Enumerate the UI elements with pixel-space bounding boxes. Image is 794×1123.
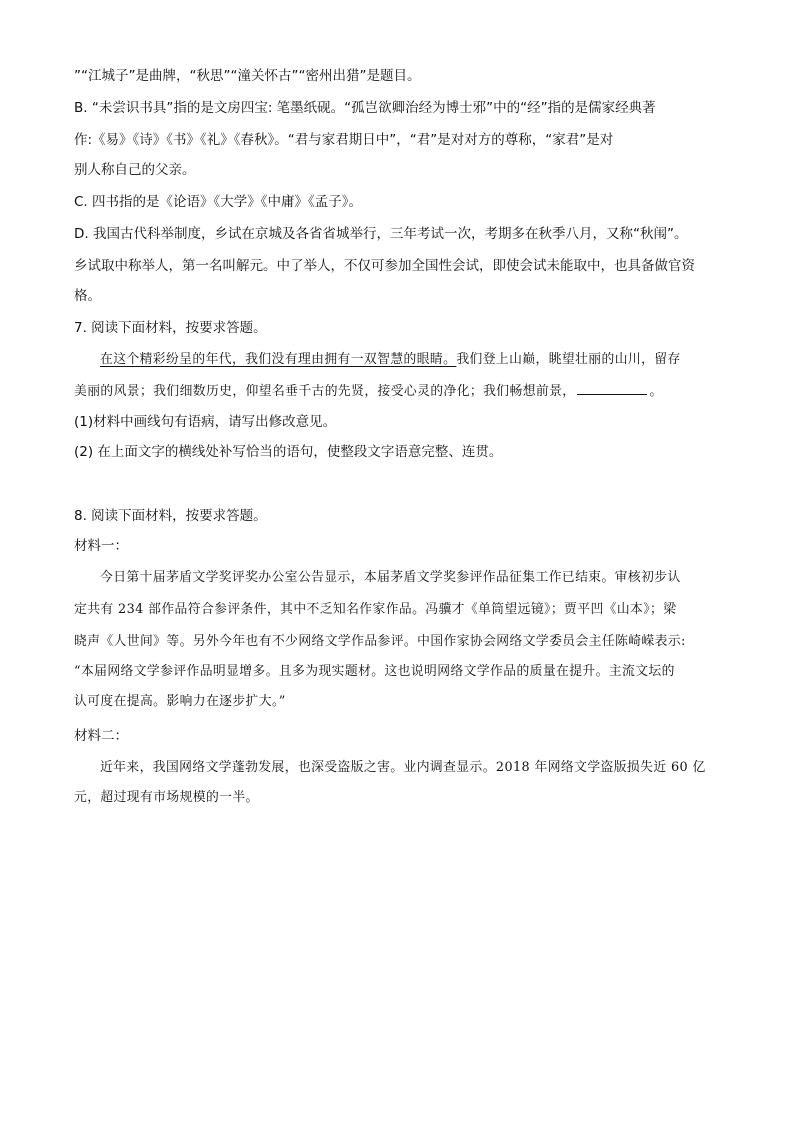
option-b-line-2: 作:《易》《诗》《书》《礼》《春秋》。“君与家君期日中”，“君”是对对方的尊称，“家君”是对 — [74, 132, 614, 148]
option-d-line-2: 乡试取中称举人，第一名叫解元。中了举人，不仅可参加全国性会试，即使会试未能取中，也具备做官资 — [74, 258, 695, 274]
option-b-line-1: B. “未尝识书具”指的是文房四宝: 笔墨纸砚。“孤岂欲卿治经为博士邪”中的“经”指的是儒家经典著 — [74, 100, 656, 116]
material-1-line-5: 认可度在提高。影响力在逐步扩大。” — [74, 694, 286, 709]
q7-passage-line-1 — [100, 350, 681, 370]
option-b-line-3: 别人称自己的父亲。 — [74, 162, 196, 178]
material-1-line-2: 定共有 234 部作品符合参评条件，其中不乏知名作家作品。冯骥才《单筒望远镜》；贾平凹《山本》；梁 — [74, 602, 677, 617]
q7-passage-line-1-rest: 我们登上山巅，眺望壮丽的山川，留存 — [456, 352, 681, 367]
material-1-label: 材料一： — [74, 538, 128, 554]
question-7-heading: 7. 阅读下面材料，按要求答题。 — [74, 320, 267, 336]
material-1-line-1: 今日第十届茅盾文学奖评奖办公室公告显示，本届茅盾文学奖参评作品征集工作已结束。审核初步认 — [100, 570, 681, 585]
material-2-label: 材料二： — [74, 728, 128, 744]
answer-blank[interactable] — [577, 380, 647, 395]
question-8-heading: 8. 阅读下面材料，按要求答题。 — [74, 508, 267, 524]
q7-passage-line-2-text: 美丽的风景；我们细数历史，仰望名垂千古的先贤，接受心灵的净化；我们畅想前景， — [74, 384, 576, 399]
q7-passage-line-2 — [74, 380, 663, 402]
q7-passage-period: 。 — [649, 384, 663, 399]
option-d-line-3: 格。 — [74, 288, 101, 304]
question-7-sub-1: (1)材料中画线句有语病，请写出修改意见。 — [74, 414, 337, 430]
material-1-line-3: 晓声《人世间》等。另外今年也有不少网络文学作品参评。中国作家协会网络文学委员会主任陈崎嵘表示: — [74, 634, 686, 649]
option-a-continuation: ”“江城子”是曲牌，“秋思”“潼关怀古”“密州出猎”是题目。 — [74, 68, 421, 84]
material-2-line-2: 元，超过现有市场规模的一半。 — [74, 790, 259, 805]
option-c: C. 四书指的是《论语》《大学》《中庸》《孟子》。 — [74, 194, 363, 210]
material-2-line-1: 近年来，我国网络文学蓬勃发展，也深受盗版之害。业内调查显示。2018 年网络文学盗版损失近 60 亿 — [100, 760, 706, 775]
question-7-sub-2: (2) 在上面文字的横线处补写恰当的语句，使整段文字语意完整、连贯。 — [74, 444, 503, 460]
option-d-line-1: D. 我国古代科举制度，乡试在京城及各省省城举行，三年考试一次，考期多在秋季八月，又称“秋闱”。 — [74, 226, 688, 242]
underlined-sentence: 在这个精彩纷呈的年代，我们没有理由拥有一双智慧的眼睛。 — [100, 352, 457, 367]
material-1-line-4: “本届网络文学参评作品明显增多。且多为现实题材。这也说明网络文学作品的质量在提升。主流文坛的 — [74, 664, 675, 679]
